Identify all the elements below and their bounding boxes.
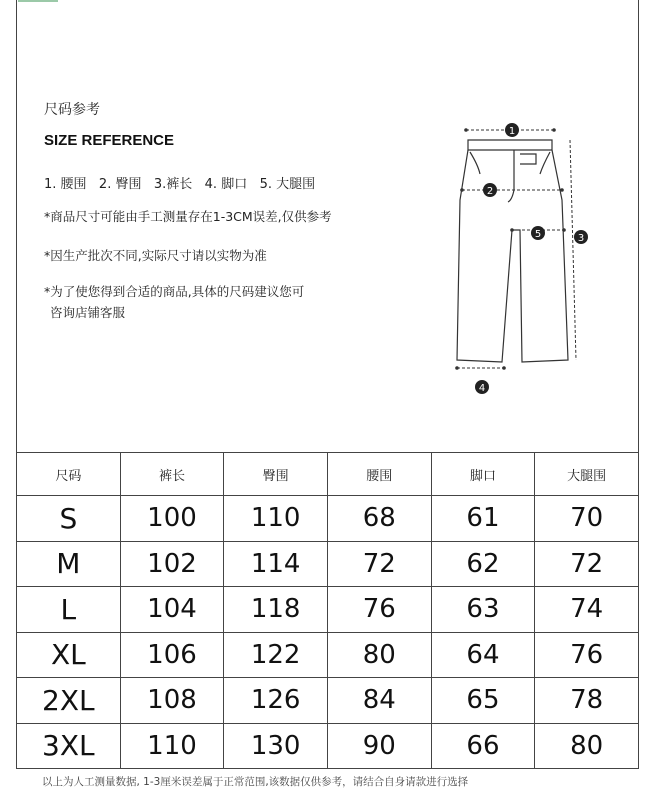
frame-right-border (638, 0, 639, 452)
title-english: SIZE REFERENCE (44, 132, 175, 149)
pants-diagram (440, 110, 600, 410)
cell-hem: 63 (431, 587, 535, 633)
cell-length: 100 (120, 496, 224, 542)
cell-thigh: 70 (535, 496, 639, 542)
cell-hem: 61 (431, 496, 535, 542)
size-table (16, 452, 639, 769)
cell-waist: 68 (327, 496, 431, 542)
header-length: 裤长 (120, 453, 224, 496)
cell-hip: 114 (224, 541, 328, 587)
cell-size: 2XL (17, 678, 121, 724)
table-row (17, 587, 639, 633)
cell-waist: 72 (327, 541, 431, 587)
cell-thigh: 80 (535, 723, 639, 769)
cell-thigh: 72 (535, 541, 639, 587)
cell-length: 104 (120, 587, 224, 633)
note-contact-line-1: *为了使您得到合适的商品,具体的尺码建议您可 (44, 284, 305, 299)
marker-1-label: 1 (508, 126, 516, 137)
top-accent-line (18, 0, 58, 2)
cell-size: M (17, 541, 121, 587)
header-thigh: 大腿围 (535, 453, 639, 496)
cell-size: XL (17, 632, 121, 678)
cell-thigh: 74 (535, 587, 639, 633)
table-row (17, 496, 639, 542)
cell-size: L (17, 587, 121, 633)
cell-hem: 66 (431, 723, 535, 769)
title-chinese: 尺码参考 (44, 102, 100, 118)
pants-waistband (468, 140, 552, 150)
header-hem: 脚口 (431, 453, 535, 496)
pants-fly (508, 150, 514, 202)
cell-waist: 90 (327, 723, 431, 769)
table-row (17, 723, 639, 769)
pants-right-pocket (540, 152, 550, 174)
note-contact-service (44, 281, 374, 323)
measurement-legend: 1. 腰围 2. 臀围 3.裤长 4. 脚口 5. 大腿围 (44, 177, 316, 192)
pants-outline (457, 150, 568, 362)
table-row (17, 678, 639, 724)
note-contact-line-2: 咨询店铺客服 (50, 305, 126, 320)
cell-length: 110 (120, 723, 224, 769)
cell-size: 3XL (17, 723, 121, 769)
header-size: 尺码 (17, 453, 121, 496)
table-row (17, 541, 639, 587)
cell-size: S (17, 496, 121, 542)
header-hip: 臀围 (224, 453, 328, 496)
cell-hip: 130 (224, 723, 328, 769)
cell-waist: 76 (327, 587, 431, 633)
table-header-row (17, 453, 639, 496)
cell-hem: 65 (431, 678, 535, 724)
cell-length: 108 (120, 678, 224, 724)
cell-length: 102 (120, 541, 224, 587)
frame-left-border (16, 0, 17, 452)
cell-thigh: 76 (535, 632, 639, 678)
cell-hip: 126 (224, 678, 328, 724)
header-waist: 腰围 (327, 453, 431, 496)
note-batch-difference: *因生产批次不同,实际尺寸请以实物为准 (44, 248, 267, 263)
marker-2-label: 2 (486, 186, 494, 197)
length-measure-line (570, 140, 576, 360)
cell-waist: 84 (327, 678, 431, 724)
cell-length: 106 (120, 632, 224, 678)
cell-thigh: 78 (535, 678, 639, 724)
table-row (17, 632, 639, 678)
cell-hem: 62 (431, 541, 535, 587)
cell-hem: 64 (431, 632, 535, 678)
marker-3-label: 3 (577, 233, 585, 244)
cell-hip: 110 (224, 496, 328, 542)
cell-hip: 118 (224, 587, 328, 633)
marker-5-label: 5 (534, 229, 542, 240)
cell-waist: 80 (327, 632, 431, 678)
note-measurement-error: *商品尺寸可能由手工测量存在1-3CM误差,仅供参考 (44, 209, 332, 224)
footer-disclaimer: 以上为人工测量数据, 1-3厘米误差属于正常范围,该数据仅供参考，请结合自身请款进行选择 (42, 776, 469, 788)
marker-4-label: 4 (478, 383, 486, 394)
pants-left-pocket (470, 152, 480, 174)
pants-coin-pocket (520, 154, 536, 164)
cell-hip: 122 (224, 632, 328, 678)
